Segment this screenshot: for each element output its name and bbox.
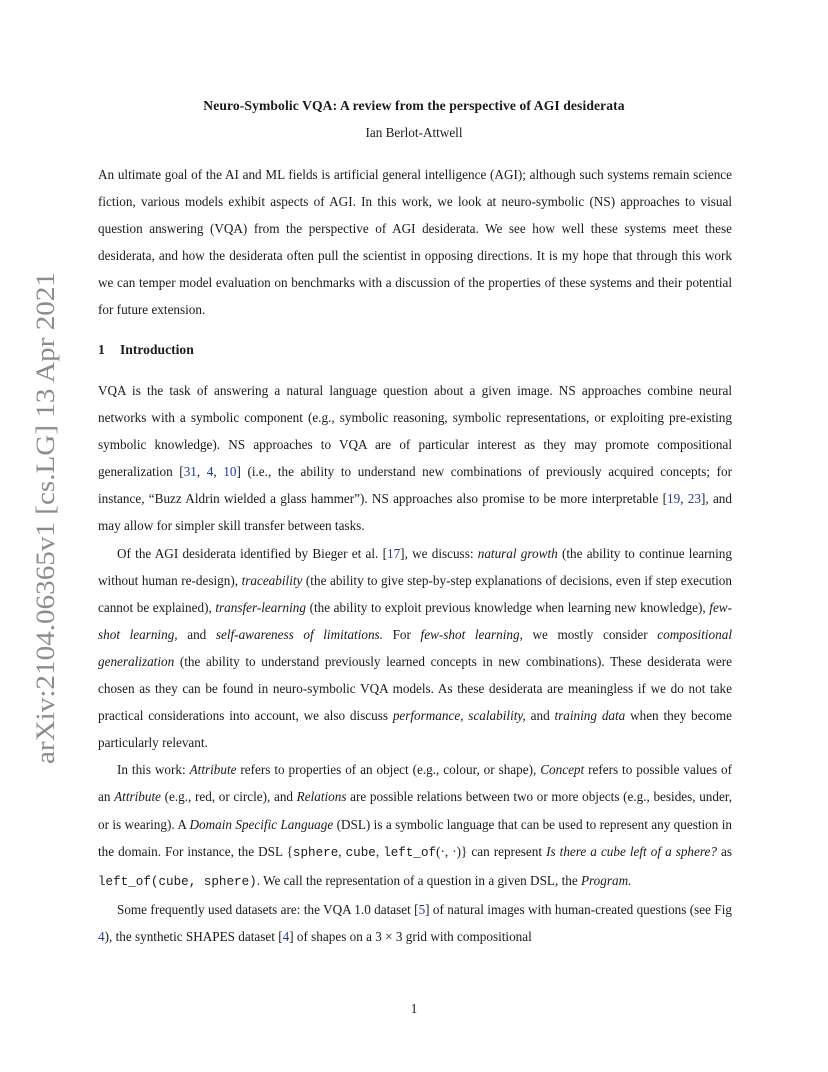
section-body bbox=[98, 377, 732, 950]
citation-link[interactable]: 4 bbox=[282, 928, 290, 944]
arxiv-identifier: arXiv:2104.06365v1 [cs.LG] 13 Apr 2021 bbox=[30, 316, 60, 764]
section-heading bbox=[98, 342, 194, 358]
arxiv-stamp-svg bbox=[16, 268, 64, 768]
citation-link[interactable]: 31 bbox=[183, 464, 197, 480]
dsl-token: left_of bbox=[383, 845, 437, 860]
dsl-token: sphere bbox=[292, 845, 339, 860]
citation-link[interactable]: 4 bbox=[206, 464, 214, 480]
page-number: 1 bbox=[410, 1001, 418, 1016]
dsl-program: left_of(cube, sphere) bbox=[98, 874, 257, 889]
dsl-token: cube bbox=[345, 845, 376, 860]
citation-link[interactable]: 5 bbox=[418, 901, 426, 917]
section-number: 1 bbox=[98, 342, 105, 357]
paragraph-3: In this work: Attribute refers to properties of an object (e.g., colour, or shape), Concept refers to possible values of an Attribute (e.g., red, or circle), and Relations are possible relations between two or more objects (e.g., besides, under, or is wearing). A Domain Specific Language (DSL) is a symbolic language that can be used to represent any question in the domain. For instance, the DSL {sphere, cube, left_of(·, ·)} can represent Is there a cube left of a sphere? as left_of(cube, sphere). We call the representation of a question in a given DSL, the Program. bbox=[98, 762, 733, 889]
abstract: An ultimate goal of the AI and ML fields is artificial general intelligence (AGI); although such systems remain science fiction, various models exhibit aspects of AGI. In this work, we look at neuro-symbolic (NS) approaches to visual question answering (VQA) from the perspective of AGI desiderata. We see how well these systems meet these desiderata, and how the desiderata often pull the scientist in opposing directions. It is my hope that through this work we can temper model evaluation on benchmarks with a discussion of the properties of these systems and their potential for future extension. bbox=[98, 167, 732, 318]
section-title: Introduction bbox=[120, 342, 194, 357]
paragraph-2: Of the AGI desiderata identified by Bieger et al. [17], we discuss: natural growth (the ability to continue learning without human re-design), traceability (the ability to give step-by-step explanations of decisions, even if step execution cannot be explained), transfer-learning (the ability to exploit previous knowledge when learning new knowledge), few-shot learning, and self-awareness of limitations. For few-shot learning, we mostly consider compositional generalization (the ability to understand previously learned concepts in new combinations). These desiderata were chosen as they can be found in neuro-symbolic VQA models. As these desiderata are meaningless if we do not take practical considerations into account, we also discuss performance, scalability, and training data when they become particularly relevant. bbox=[98, 545, 732, 751]
paragraph-4: Some frequently used datasets are: the VQA 1.0 dataset [5] of natural images with human-created questions (see Fig 4), the synthetic SHAPES dataset [4] of shapes on a 3 × 3 grid with compositional bbox=[98, 901, 732, 944]
arxiv-sidebar-stamp bbox=[16, 268, 64, 768]
paper-title: Neuro-Symbolic VQA: A review from the perspective of AGI desiderata bbox=[203, 98, 625, 113]
paper-author: Ian Berlot-Attwell bbox=[365, 125, 463, 140]
paragraph-1: VQA is the task of answering a natural language question about a given image. NS approaches combine neural networks with a symbolic component (e.g., symbolic reasoning, symbolic representations, or exploiting pre-existing symbolic knowledge). NS approaches to VQA are of particular interest as they may promote compositional generalization [31, 4, 10] (i.e., the ability to understand new combinations of previously acquired concepts; for instance, “Buzz Aldrin wielded a glass hammer”). NS approaches also promise to be more interpretable [19, 23], and may allow for simpler skill transfer between tasks. bbox=[98, 383, 733, 534]
figure-link[interactable]: 4 bbox=[98, 928, 105, 944]
citation-link[interactable]: 10 bbox=[223, 464, 237, 480]
citation-link[interactable]: 19 bbox=[667, 491, 681, 507]
citation-link[interactable]: 17 bbox=[386, 545, 401, 561]
citation-link[interactable]: 23 bbox=[687, 491, 701, 507]
